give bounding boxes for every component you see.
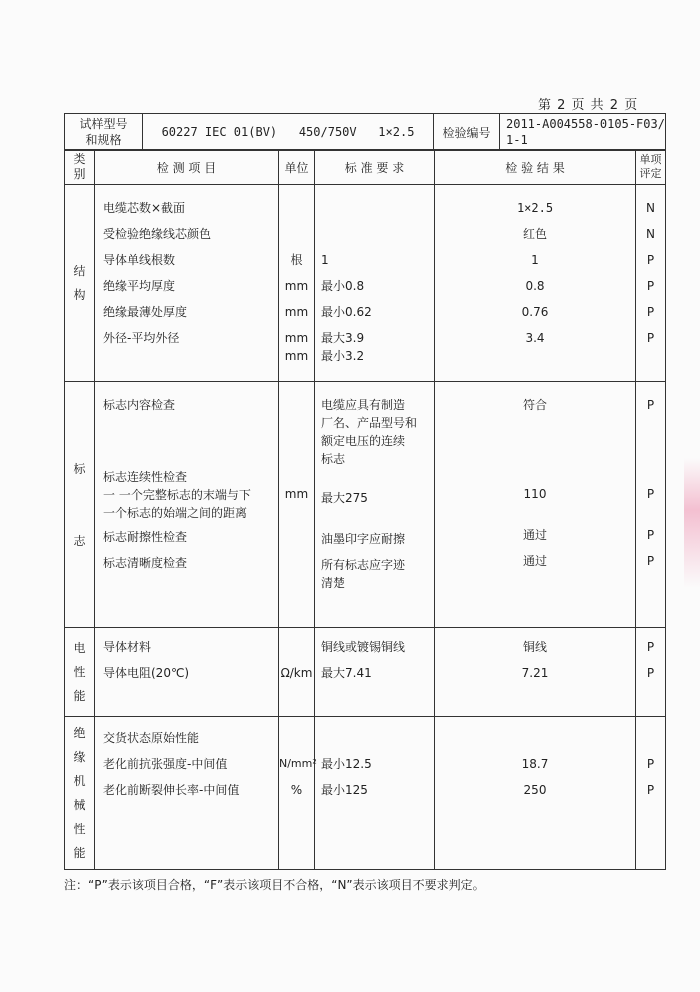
result-text: 7.21: [521, 666, 549, 680]
results-mechanical: [435, 717, 636, 870]
verdict-text: P: [646, 331, 655, 345]
sample-header-table: [64, 113, 666, 151]
result-text: 铜线: [522, 640, 547, 654]
req-text: 最大3.9 最小3.2: [321, 331, 365, 363]
results-structure: [435, 185, 636, 382]
result-text: 0.8: [525, 279, 545, 293]
result-text: 18.7: [521, 757, 549, 771]
verdicts-electrical: [636, 628, 666, 717]
unit-text: [279, 195, 314, 221]
requirements-electrical: [315, 628, 435, 717]
results-marking: [435, 382, 636, 628]
verdict-text: N: [646, 201, 655, 215]
unit-text: mm mm: [284, 331, 309, 363]
unit-text: [279, 522, 314, 548]
unit-text: mm: [284, 305, 309, 319]
verdict-text: P: [646, 279, 655, 293]
result-text: 0.76: [521, 305, 549, 319]
items-marking: [95, 382, 279, 628]
item-text: 老化前断裂伸长率-中间值: [103, 783, 240, 797]
item-text: 老化前抗张强度-中间值: [103, 757, 228, 771]
col-verdict: 单项 评定: [636, 150, 666, 185]
item-text: 导体材料: [103, 640, 152, 654]
item-text: 标志内容检查: [103, 398, 176, 412]
unit-text: Ω/km: [280, 666, 313, 680]
verdicts-mechanical: [636, 717, 666, 870]
inspection-label: 检验编号: [434, 114, 500, 151]
unit-text: [279, 548, 314, 574]
unit-text: [279, 634, 314, 660]
req-text: 最小0.62: [321, 305, 372, 319]
verdict-text: P: [646, 398, 655, 412]
verdict-text: P: [646, 305, 655, 319]
section-marking: [65, 382, 666, 628]
verdict-text: P: [646, 487, 655, 501]
unit-text: [279, 221, 314, 247]
model-value: 60227 IEC 01(BV) 450/750V 1×2.5: [143, 114, 434, 151]
req-text: 最小125: [321, 783, 368, 797]
unit-text: N/mm²: [279, 757, 317, 770]
category-marking: 标 志: [65, 382, 95, 628]
section-mechanical: [65, 717, 666, 870]
req-text: 最大7.41: [321, 666, 372, 680]
verdict-text: P: [646, 757, 655, 771]
unit-text: 根: [290, 253, 303, 267]
verdict-text: P: [646, 253, 655, 267]
item-text: 受检验绝缘线芯颜色: [103, 227, 212, 241]
req-text: [321, 725, 434, 751]
col-category: 类 别: [65, 150, 95, 185]
units-marking: [279, 382, 315, 628]
req-text: 最小0.8: [321, 279, 365, 293]
result-text: 符合: [522, 398, 547, 412]
verdict-text: N: [646, 227, 655, 241]
col-item: 检 测 项 目: [95, 150, 279, 185]
results-electrical: [435, 628, 636, 717]
req-text: [321, 221, 434, 247]
item-text: 标志连续性检查 一 一个完整标志的末端与下 一个标志的始端之间的距离: [103, 470, 251, 520]
result-text: 1: [531, 253, 539, 267]
requirements-marking: [315, 382, 435, 628]
verdict-text: P: [646, 528, 655, 542]
result-text: 1×2.5: [516, 201, 554, 215]
req-text: 油墨印字应耐擦: [321, 532, 406, 546]
item-text: 标志清晰度检查: [103, 556, 188, 570]
result-text: 110: [523, 487, 547, 501]
units-structure: [279, 185, 315, 382]
verdict-text: P: [646, 666, 655, 680]
unit-text: %: [290, 783, 303, 797]
units-electrical: [279, 628, 315, 717]
verdict-text: [636, 725, 665, 751]
column-header-row: [65, 150, 666, 185]
col-unit: 单位: [279, 150, 315, 185]
seal-edge-mark: [684, 458, 700, 588]
verdicts-structure: [636, 185, 666, 382]
item-text: 标志耐擦性检查: [103, 530, 188, 544]
inspection-value: 2011-A004558-0105-F03/ 1-1: [500, 114, 666, 151]
verdict-text: P: [646, 554, 655, 568]
req-text: 最大275: [321, 491, 368, 505]
unit-text: mm: [284, 279, 309, 293]
unit-text: [279, 392, 314, 466]
item-text: 导体单线根数: [103, 253, 176, 267]
item-text: 绝缘平均厚度: [103, 279, 176, 293]
req-text: 铜线或镀锡铜线: [321, 640, 406, 654]
result-text: 250: [523, 783, 547, 797]
units-mechanical: [279, 717, 315, 870]
item-text: 交货状态原始性能: [103, 731, 200, 745]
col-requirement: 标 准 要 求: [315, 150, 435, 185]
item-text: 绝缘最薄处厚度: [103, 305, 188, 319]
items-electrical: [95, 628, 279, 717]
verdict-text: P: [646, 783, 655, 797]
unit-text: mm: [284, 487, 309, 501]
verdicts-marking: [636, 382, 666, 628]
section-structure: [65, 185, 666, 382]
category-mechanical: 绝 缘 机 械 性 能: [65, 717, 95, 870]
req-text: 所有标志应字迹 清楚: [321, 558, 406, 590]
result-text: [435, 725, 635, 751]
req-text: [321, 195, 434, 221]
test-results-table: [64, 149, 666, 870]
requirements-mechanical: [315, 717, 435, 870]
item-text: 外径-平均外径: [103, 331, 180, 345]
model-label: 试样型号 和规格: [65, 114, 143, 151]
requirements-structure: [315, 185, 435, 382]
item-text: 电缆芯数×截面: [103, 201, 186, 215]
verdict-text: P: [646, 640, 655, 654]
result-text: 通过: [522, 554, 547, 568]
footnote: 注：“P”表示该项目合格，“F”表示该项目不合格，“N”表示该项目不要求判定。: [64, 878, 485, 892]
result-text: 通过: [522, 528, 547, 542]
unit-text: [279, 725, 314, 751]
col-result: 检 验 结 果: [435, 150, 636, 185]
req-text: 最小12.5: [321, 757, 372, 771]
category-structure: 结 构: [65, 185, 95, 382]
category-electrical: 电 性 能: [65, 628, 95, 717]
items-structure: [95, 185, 279, 382]
page-number: 第 2 页 共 2 页: [538, 98, 639, 113]
req-text: 电缆应具有制造 厂名、产品型号和 额定电压的连续 标志: [321, 398, 418, 466]
section-electrical: [65, 628, 666, 717]
req-text: 1: [321, 253, 329, 267]
result-text: 3.4: [525, 331, 545, 345]
item-text: 导体电阻(20℃): [103, 666, 190, 680]
result-text: 红色: [522, 227, 547, 241]
items-mechanical: [95, 717, 279, 870]
